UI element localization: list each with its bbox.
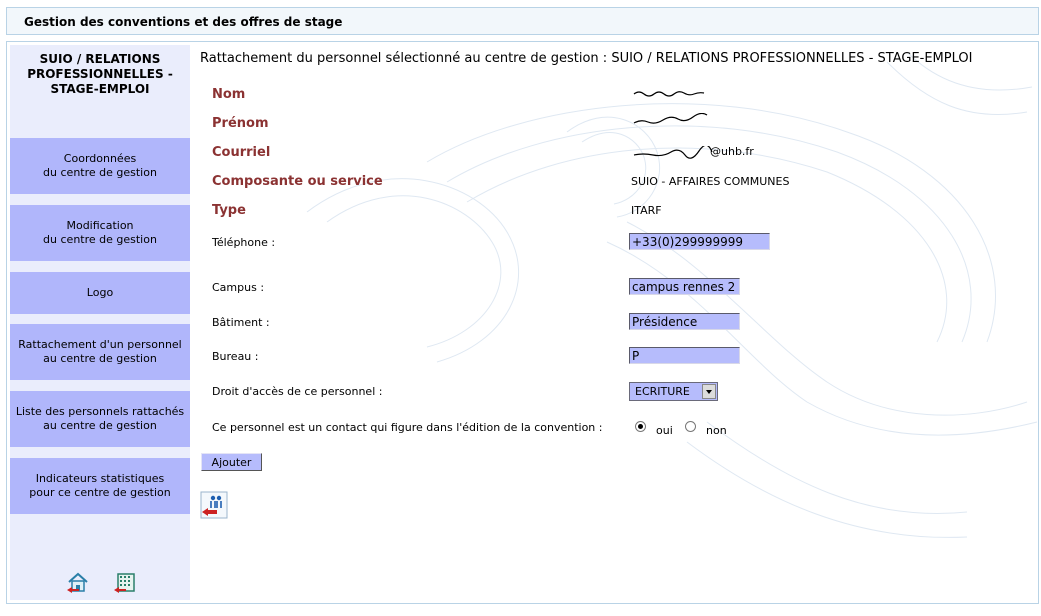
bureau-input[interactable] [629,347,740,364]
nav-liste-personnels[interactable]: Liste des personnels rattachés au centre de gestion [10,391,190,447]
sidebar [10,45,190,600]
nav-indicateurs[interactable]: Indicateurs statistiques pour ce centre de gestion [10,458,190,514]
chevron-down-icon[interactable] [702,384,716,399]
campus-label: Campus : [212,281,265,294]
contact-label: Ce personnel est un contact qui figure dans l'édition de la convention : [212,421,603,434]
back-arrow-icon[interactable] [200,491,228,519]
nav-rattachement[interactable]: Rattachement d'un personnel au centre de gestion [10,324,190,380]
nom-value-redacted [633,89,709,99]
telephone-label: Téléphone : [212,236,276,249]
app-title: Gestion des conventions et des offres de stage [24,15,343,29]
droit-select[interactable] [629,382,718,401]
composante-label: Composante ou service [212,174,383,189]
telephone-input[interactable] [629,233,770,250]
page-title: Rattachement du personnel sélectionné au centre de gestion : SUIO / RELATIONS PROFESSIONNELLES - STAGE-EMPLOI [200,51,973,66]
center-name: SUIO / RELATIONS PROFESSIONNELLES - STAGE-EMPLOI [27,52,173,96]
contact-oui-label: oui [656,424,673,437]
building-back-icon[interactable] [113,571,137,595]
batiment-label: Bâtiment : [212,316,270,329]
ajouter-button[interactable]: Ajouter [201,453,262,471]
batiment-input[interactable] [629,313,740,330]
prenom-label: Prénom [212,116,269,131]
nav-modification[interactable]: Modification du centre de gestion [10,205,190,261]
courriel-domain: @uhb.fr [710,145,754,158]
droit-select-value: ECRITURE [635,385,690,398]
bureau-label: Bureau : [212,350,259,363]
nav-coordonnees[interactable]: Coordonnées du centre de gestion [10,138,190,194]
app-title-bar [6,7,1039,35]
courriel-user-redacted [633,146,713,160]
composante-value: SUIO - AFFAIRES COMMUNES [631,175,790,188]
prenom-value-redacted [633,113,709,127]
nom-label: Nom [212,87,246,102]
main-frame [6,41,1039,604]
contact-oui-radio[interactable] [635,421,646,432]
courriel-label: Courriel [212,145,271,160]
campus-input[interactable] [629,278,740,295]
contact-non-radio[interactable] [685,421,696,432]
nav-logo[interactable]: Logo [10,272,190,314]
home-back-icon[interactable] [66,571,90,595]
contact-non-label: non [706,424,727,437]
type-value: ITARF [631,204,662,217]
type-label: Type [212,203,246,218]
droit-label: Droit d'accès de ce personnel : [212,385,383,398]
